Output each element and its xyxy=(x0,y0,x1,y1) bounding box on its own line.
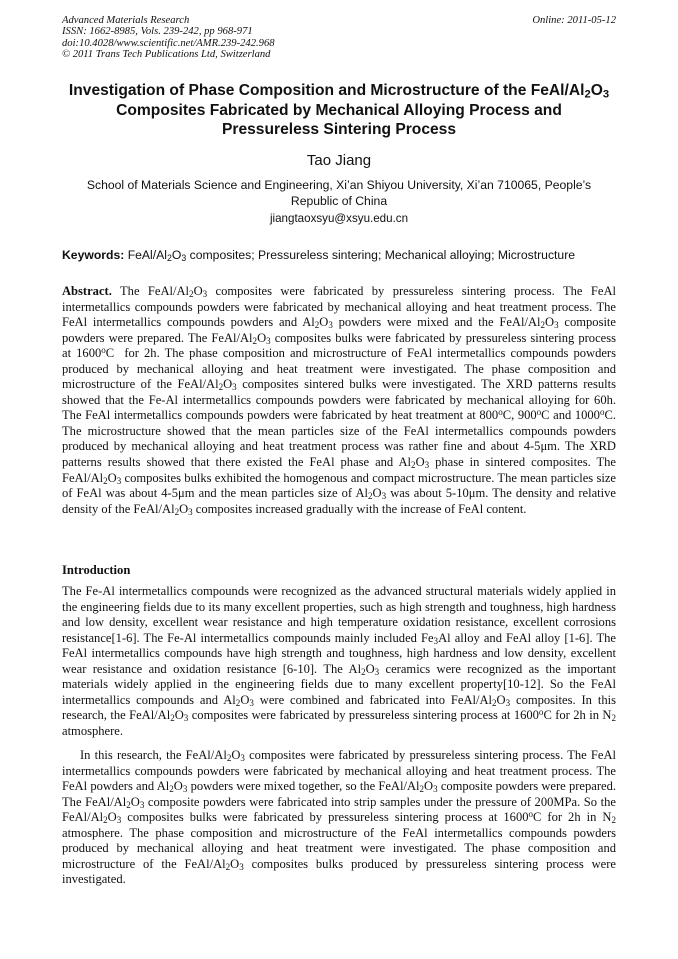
abstract-text: The FeAl/$Al_2O_3$ composites were fabricated by pressureless sintering process. The FeAl intermetallics compounds powders were fabricated by mechanical alloying and heat treatment process. The FeAl intermetallics compounds powders and $Al_2O_3$ powders were mixed and the FeAl/$Al_2O_3$ composite powders were prepared. The FeAl/$Al_2O_3$ composites bulks were fabricated by pressureless sintering process at 1600$^o$C for 2h. The phase composition and microstructure of FeAl intermetallics compounds powders produced by mechanical alloying and heat treatment were investigated. The phase composition and microstructure of the FeAl/$Al_2O_3$ composites sintered bulks were investigated. The XRD patterns results showed that the Fe-Al intermetallics compounds powders were fabricated by mechanical alloying for 60h. The FeAl intermetallics compounds powders were fabricated by heat treatment at 800$^o$C, 900$^o$C and 1000$^o$C. The microstructure showed that the mean particles size of the FeAl intermetallics compounds powders produced by mechanical alloying and heat treatment process was rather fine and about 4-5μm. The XRD patterns results showed that there existed the FeAl phase and $Al_2O_3$ phase in sintered composites. The FeAl/$Al_2O_3$ composites bulks exhibited the homogenous and compact microstructure. The mean particles size of FeAl was about 4-5μm and the mean particles size of $Al_2O_3$ was about 5-10μm. The density and relative density of the FeAl/$Al_2O_3$ composites increased gradually with the increase of FeAl content. xyxy=(62,284,616,517)
keywords-text: FeAl/$Al_2O_3$ composites; Pressureless sintering; Mechanical alloying; Microstructure xyxy=(124,248,576,263)
abstract-label: Abstract. xyxy=(62,284,112,298)
doi-line: doi:10.4028/www.scientific.net/AMR.239-242.968 xyxy=(62,37,275,49)
journal-header xyxy=(62,15,616,61)
author-name: Tao Jiang xyxy=(306,152,372,169)
author-affiliation: School of Materials Science and Engineering, Xi’an Shiyou University, Xi’an 710065, People’s Republic of China xyxy=(86,178,592,208)
journal-name: Advanced Materials Research xyxy=(62,15,190,26)
introduction-paragraph-2: In this research, the FeAl/$Al_2O_3$ composites were fabricated by pressureless sintering process. The FeAl intermetallics compounds powders were fabricated by mechanical alloying and heat treatment process. The FeAl powders and $Al_2O_3$ powders were mixed together, so the FeAl/$Al_2O_3$ composite powders were prepared. The FeAl/$Al_2O_3$ composite powders were fabricated into strip samples under the pressure of 200MPa. So the FeAl/$Al_2O_3$ composites bulks were fabricated by pressureless sintering process at 1600$^o$C for 2h in $N_2$ atmosphere. The phase composition and microstructure of the FeAl intermetallics compounds powders produced by mechanical alloying and heat treatment were investigated. The phase composition and microstructure of the FeAl/$Al_2O_3$ composites bulks produced by pressureless sintering process were investigated. xyxy=(62,748,616,887)
section-heading-introduction: Introduction xyxy=(62,563,131,577)
online-date: Online: 2011-05-12 xyxy=(532,15,616,26)
abstract xyxy=(62,284,616,517)
paper-title: Investigation of Phase Composition and Microstructure of the FeAl/$Al_2O_3$ Composites Fabricated by Mechanical Alloying Process and Pressureless Sintering Process xyxy=(68,82,610,138)
copyright-line: © 2011 Trans Tech Publications Ltd, Switzerland xyxy=(62,49,271,61)
author-email: jiangtaoxsyu@xsyu.edu.cn xyxy=(269,212,409,225)
introduction-paragraph-1: The Fe-Al intermetallics compounds were recognized as the advanced structural materials widely applied in the engineering fields due to its many excellent properties, such as high strength and toughness, high hardness and low density, excellent wear resistance and high temperature oxidation resistance, excellent corrosions resistance[1-6]. The Fe-Al intermetallics compounds mainly included $Fe_3Al$ alloy and FeAl alloy [1-6]. The FeAl intermetallics compounds have high strength and toughness, high hardness and low density, excellent wear resistance and oxidation resistance [6-10]. The $Al_2O_3$ ceramics were recognized as the important materials widely applied in the engineering fields due to many excellent property[10-12]. So the FeAl intermetallics compounds and $Al_2O_3$ were combined and fabricated into FeAl/$Al_2O_3$ composites. In this research, the FeAl/$Al_2O_3$ composites were fabricated by pressureless sintering process at 1600$^o$C for 2h in $N_2$ atmosphere. xyxy=(62,584,616,738)
keywords-label: Keywords: xyxy=(62,248,125,262)
issn-line: ISSN: 1662-8985, Vols. 239-242, pp 968-971 xyxy=(62,26,253,38)
keywords xyxy=(62,248,618,263)
